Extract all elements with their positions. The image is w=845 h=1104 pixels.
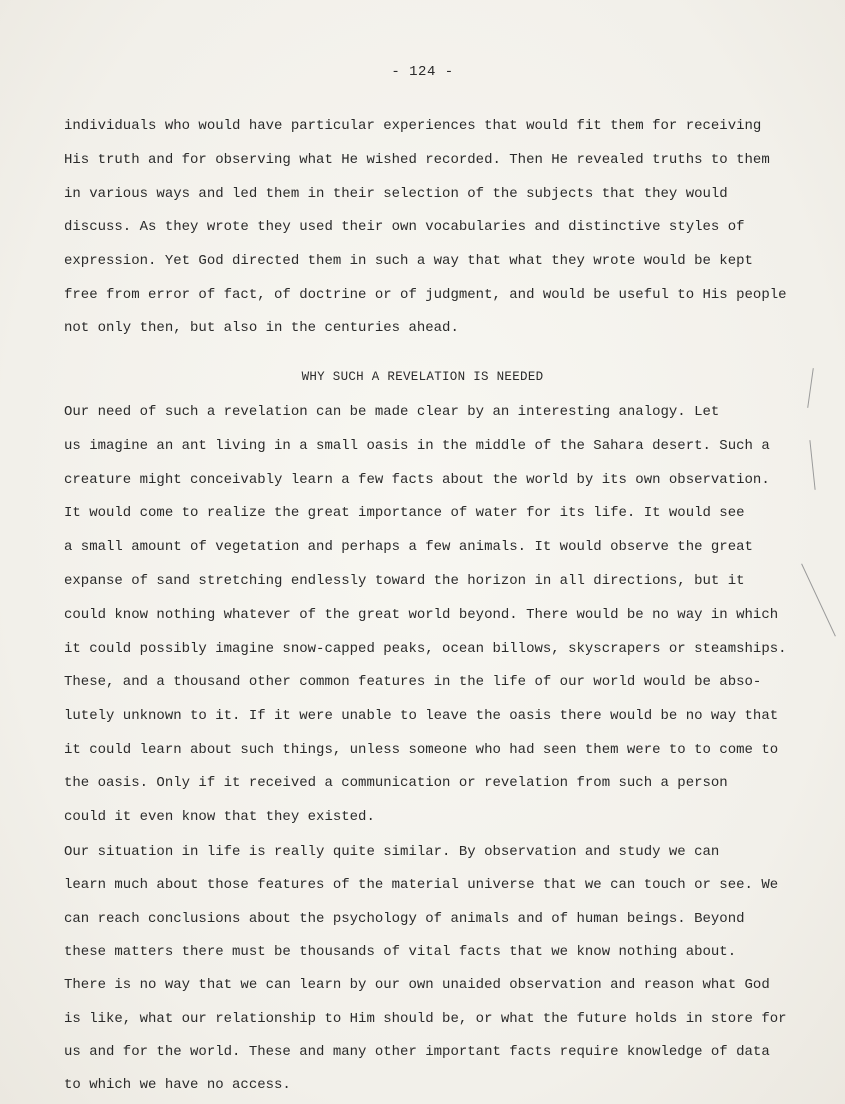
paragraph-2-line-2: us imagine an ant living in a small oasis in the middle of the Sahara desert. Such a <box>64 438 770 454</box>
paragraph-2-line-12: the oasis. Only if it received a communication or revelation from such a person <box>64 775 728 791</box>
paragraph-3-line-4: these matters there must be thousands of vital facts that we know nothing about. <box>64 944 737 960</box>
paragraph-3-line-8: to which we have no access. <box>64 1077 291 1093</box>
paragraph-2-line-13: could it even know that they existed. <box>64 809 375 825</box>
paragraph-3-line-3: can reach conclusions about the psychology of animals and of human beings. Beyond <box>64 911 745 927</box>
paragraph-2-line-11: it could learn about such things, unless someone who had seen them were to to come to <box>64 742 779 758</box>
margin-mark <box>801 564 836 637</box>
paragraph-2-line-8: it could possibly imagine snow-capped peaks, ocean billows, skyscrapers or steamships. <box>64 641 787 657</box>
paragraph-2-line-4: It would come to realize the great importance of water for its life. It would see <box>64 505 745 521</box>
paragraph-3-line-1: Our situation in life is really quite similar. By observation and study we can <box>64 844 720 860</box>
paragraph-1-line-5: expression. Yet God directed them in such a way that what they wrote would be kept <box>64 253 753 269</box>
paragraph-1-line-1: individuals who would have particular experiences that would fit them for receiving <box>64 118 762 134</box>
paragraph-2-line-6: expanse of sand stretching endlessly toward the horizon in all directions, but it <box>64 573 745 589</box>
paragraph-1-line-7: not only then, but also in the centuries ahead. <box>64 320 459 336</box>
paragraph-1-line-3: in various ways and led them in their selection of the subjects that they would <box>64 186 728 202</box>
paragraph-2-line-9: These, and a thousand other common features in the life of our world would be abso- <box>64 674 762 690</box>
paragraph-1-line-2: His truth and for observing what He wished recorded. Then He revealed truths to them <box>64 152 770 168</box>
paragraph-2-line-5: a small amount of vegetation and perhaps a few animals. It would observe the great <box>64 539 753 555</box>
paragraph-3-line-2: learn much about those features of the material universe that we can touch or see. We <box>64 877 779 893</box>
paragraph-3-line-6: is like, what our relationship to Him should be, or what the future holds in store for <box>64 1011 787 1027</box>
section-heading: WHY SUCH A REVELATION IS NEEDED <box>301 370 544 384</box>
paragraph-1-line-6: free from error of fact, of doctrine or of judgment, and would be useful to His people <box>64 287 787 303</box>
paragraph-2-line-7: could know nothing whatever of the great world beyond. There would be no way in which <box>64 607 779 623</box>
paragraph-3-line-5: There is no way that we can learn by our own unaided observation and reason what God <box>64 977 770 993</box>
page-number: - 124 - <box>391 64 454 80</box>
paragraph-2-line-1: Our need of such a revelation can be made clear by an interesting analogy. Let <box>64 404 720 420</box>
margin-mark <box>809 440 815 490</box>
paragraph-2-line-10: lutely unknown to it. If it were unable to leave the oasis there would be no way that <box>64 708 779 724</box>
paragraph-2-line-3: creature might conceivably learn a few facts about the world by its own observation. <box>64 472 770 488</box>
paragraph-1-line-4: discuss. As they wrote they used their own vocabularies and distinctive styles of <box>64 219 745 235</box>
paragraph-3-line-7: us and for the world. These and many other important facts require knowledge of data <box>64 1044 770 1060</box>
